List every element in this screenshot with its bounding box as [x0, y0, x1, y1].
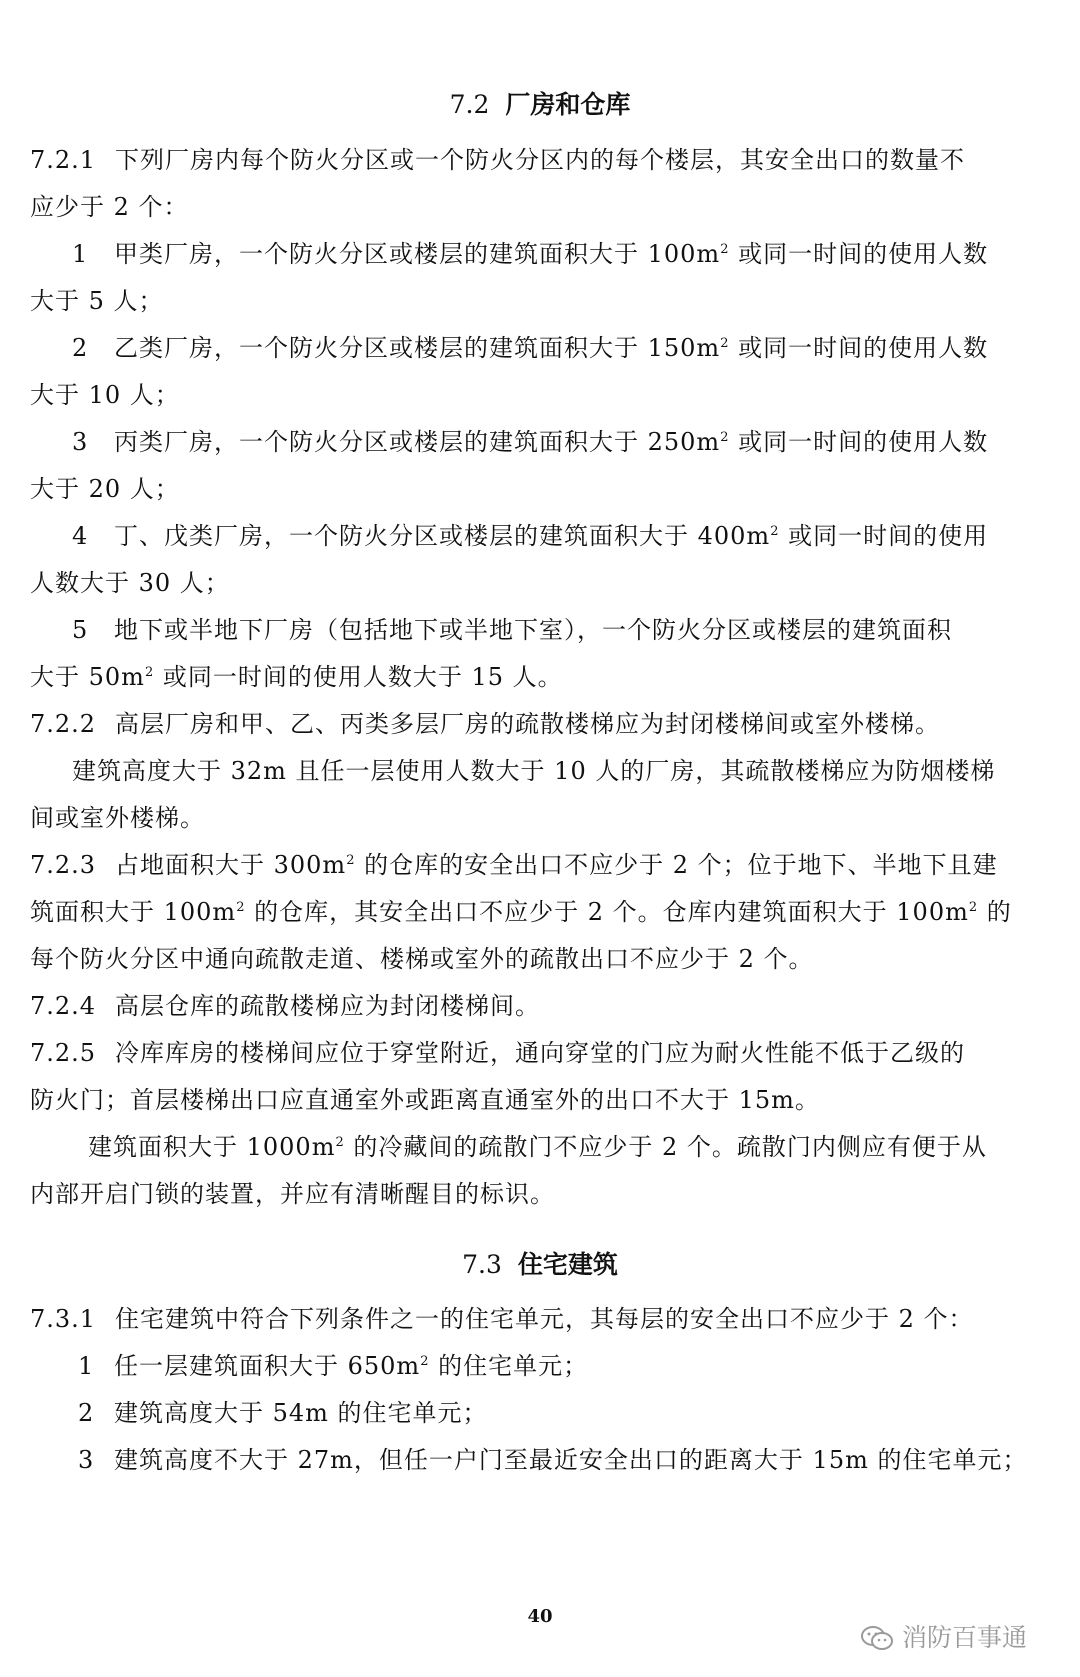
clause-text: 高层厂房和甲、乙、丙类多层厂房的疏散楼梯应为封闭楼梯间或室外楼梯。	[115, 710, 940, 738]
list-item-4-cont: 人数大于 30 人；	[30, 569, 230, 597]
item-text: 或同一时间的使用人数	[738, 334, 989, 362]
clause-text: 筑面积大于 100m	[30, 898, 237, 926]
item-text: 丙类厂房，一个防火分区或楼层的建筑面积大于 250m	[114, 428, 721, 456]
clause-text: 建筑面积大于 1000m	[88, 1133, 336, 1161]
superscript: 2	[720, 430, 730, 445]
list-item-3	[30, 427, 988, 457]
item-number: 3	[72, 428, 89, 456]
section-title: 厂房和仓库	[505, 90, 631, 119]
item-text: 或同一时间的使用	[788, 522, 989, 550]
clause-number: 7.2.2	[30, 710, 97, 738]
item-text: 乙类厂房，一个防火分区或楼层的建筑面积大于 150m	[114, 334, 721, 362]
item-text: 或同一时间的使用人数	[738, 240, 989, 268]
superscript: 2	[720, 242, 730, 257]
superscript: 2	[346, 853, 356, 868]
clause-text: 的冷藏间的疏散门不应少于 2 个。疏散门内侧应有便于从	[353, 1133, 987, 1161]
section-title: 住宅建筑	[517, 1250, 618, 1279]
list-item-2-cont: 大于 10 人；	[30, 381, 180, 409]
clause-7-2-5-line-1	[30, 1038, 965, 1068]
item-text: 大于 50m	[30, 663, 145, 691]
clause-text: 冷库库房的楼梯间应位于穿堂附近，通向穿堂的门应为耐火性能不低于乙级的	[115, 1039, 965, 1067]
list-item-7-3-1-3	[30, 1445, 1027, 1475]
superscript: 2	[968, 900, 979, 915]
clause-number: 7.2.5	[30, 1039, 97, 1067]
clause-7-2-3-line-2	[30, 897, 1012, 927]
clause-7-2-5-line-2: 防火门；首层楼梯出口应直通室外或距离直通室外的出口不大于 15m。	[30, 1086, 820, 1114]
section-heading-7-2	[0, 90, 1080, 120]
watermark	[860, 1618, 1027, 1654]
wechat-icon	[860, 1623, 902, 1652]
clause-7-2-1-line-1	[30, 145, 965, 175]
item-text: 或同一时间的使用人数大于 15 人。	[162, 663, 563, 691]
clause-7-2-3-line-1	[30, 850, 998, 880]
clause-text: 的	[986, 898, 1012, 926]
clause-7-2-2-line-1	[30, 709, 940, 739]
item-number: 3	[78, 1446, 95, 1474]
item-text: 地下或半地下厂房（包括地下或半地下室），一个防火分区或楼层的建筑面积	[114, 616, 952, 644]
item-text: 建筑高度大于 54m 的住宅单元；	[114, 1399, 488, 1427]
superscript: 2	[335, 1135, 345, 1150]
list-item-1	[30, 239, 988, 269]
item-number: 1	[78, 1352, 95, 1380]
clause-7-2-2-line-2: 建筑高度大于 32m 且任一层使用人数大于 10 人的厂房，其疏散楼梯应为防烟楼梯	[72, 757, 996, 785]
clause-7-2-5-line-4: 内部开启门锁的装置，并应有清晰醒目的标识。	[30, 1180, 555, 1208]
clause-text: 下列厂房内每个防火分区或一个防火分区内的每个楼层，其安全出口的数量不	[115, 146, 965, 174]
item-text: 的住宅单元；	[438, 1352, 589, 1380]
superscript: 2	[144, 665, 155, 680]
watermark-text: 消防百事通	[902, 1623, 1028, 1652]
section-number: 7.3	[462, 1250, 502, 1279]
item-number: 4	[72, 522, 89, 550]
clause-7-2-3-line-3: 每个防火分区中通向疏散走道、楼梯或室外的疏散出口不应少于 2 个。	[30, 945, 814, 973]
item-number: 2	[72, 334, 89, 362]
item-text: 丁、戊类厂房，一个防火分区或楼层的建筑面积大于 400m	[114, 522, 771, 550]
superscript: 2	[720, 336, 730, 351]
clause-number: 7.2.1	[30, 146, 97, 174]
clause-text: 高层仓库的疏散楼梯应为封闭楼梯间。	[115, 992, 540, 1020]
superscript: 2	[770, 524, 780, 539]
list-item-7-3-1-1	[30, 1351, 588, 1381]
clause-number: 7.2.4	[30, 992, 97, 1020]
superscript: 2	[236, 900, 246, 915]
item-number: 2	[78, 1399, 95, 1427]
page-number: 40	[527, 1606, 553, 1627]
item-text: 甲类厂房，一个防火分区或楼层的建筑面积大于 100m	[114, 240, 721, 268]
clause-7-2-2-line-3: 间或室外楼梯。	[30, 804, 205, 832]
clause-7-3-1-line-1	[30, 1304, 974, 1334]
item-text: 建筑高度不大于 27m，但任一户门至最近安全出口的距离大于 15m 的住宅单元；	[114, 1446, 1028, 1474]
clause-text: 的仓库，其安全出口不应少于 2 个。仓库内建筑面积大于 100m	[254, 898, 969, 926]
item-text: 任一层建筑面积大于 650m	[114, 1352, 421, 1380]
item-number: 1	[72, 240, 89, 268]
list-item-5-cont	[30, 662, 563, 692]
item-number: 5	[72, 616, 89, 644]
clause-number: 7.2.3	[30, 851, 97, 879]
list-item-3-cont: 大于 20 人；	[30, 475, 180, 503]
clause-text: 的仓库的安全出口不应少于 2 个；位于地下、半地下且建	[364, 851, 998, 879]
item-text: 或同一时间的使用人数	[738, 428, 989, 456]
clause-7-2-1-line-2: 应少于 2 个：	[30, 193, 189, 221]
clause-number: 7.3.1	[30, 1305, 97, 1333]
list-item-2	[30, 333, 988, 363]
section-number: 7.2	[449, 90, 490, 119]
superscript: 2	[420, 1354, 430, 1369]
section-heading-7-3	[0, 1250, 1080, 1280]
clause-text: 占地面积大于 300m	[115, 851, 347, 879]
clause-7-2-5-line-3	[88, 1132, 987, 1162]
clause-7-2-4-line-1	[30, 991, 540, 1021]
list-item-1-cont: 大于 5 人；	[30, 287, 164, 315]
list-item-7-3-1-2	[30, 1398, 488, 1428]
list-item-4	[30, 521, 988, 551]
list-item-5	[30, 615, 952, 645]
clause-text: 住宅建筑中符合下列条件之一的住宅单元，其每层的安全出口不应少于 2 个：	[115, 1305, 974, 1333]
